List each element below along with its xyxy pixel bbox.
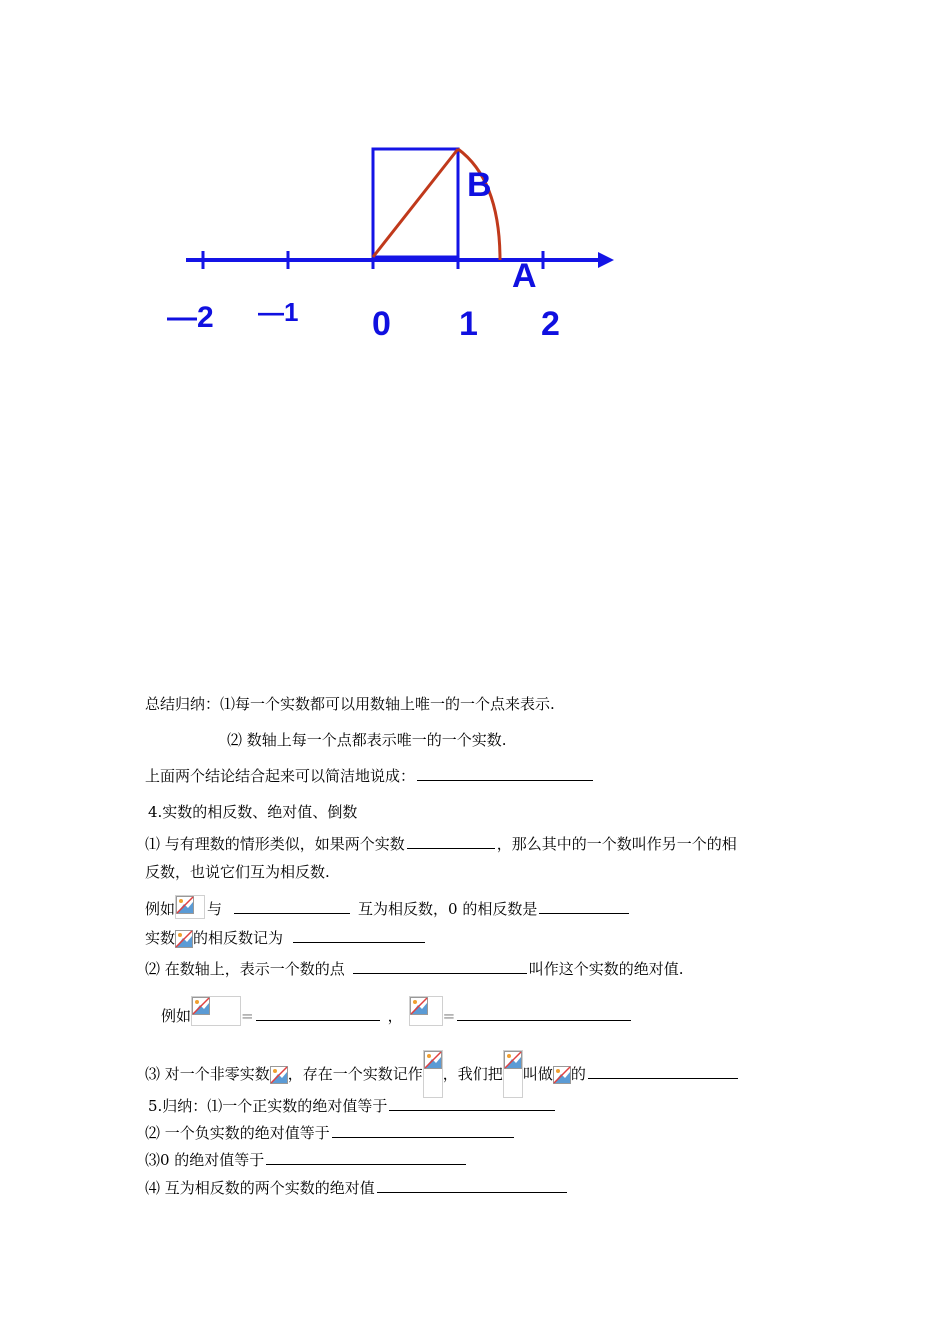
picture-icon xyxy=(270,1066,288,1084)
example-text-a: 例如 xyxy=(145,900,176,918)
answer-blank[interactable] xyxy=(332,1123,514,1138)
equals-sign: = xyxy=(241,1007,254,1025)
equals-sign: = xyxy=(442,1007,456,1025)
real-number-text: 实数 xyxy=(145,929,176,947)
reciprocal-text-e: 的 xyxy=(570,1065,586,1083)
picture-icon xyxy=(192,997,210,1015)
example-text-b: 与 xyxy=(207,900,223,918)
point-b-label: B xyxy=(467,166,492,204)
opposite-text-1a: ⑴ 与有理数的情形类似，如果两个实数 xyxy=(145,835,405,853)
example-line-1 xyxy=(145,895,631,919)
tick-label-0: 0 xyxy=(372,305,391,343)
summary-5-line-2 xyxy=(145,1123,516,1143)
absolute-line-1 xyxy=(145,959,684,979)
summary-5-text-1: 5.归纳：⑴一个正实数的绝对值等于 xyxy=(148,1097,388,1115)
absolute-text-b: 叫作这个实数的绝对值. xyxy=(528,960,684,978)
example-line-2 xyxy=(145,928,427,948)
answer-blank[interactable] xyxy=(389,1096,555,1111)
summary-line-1 xyxy=(145,694,555,714)
opposite-text-2: 反数，也说它们互为相反数. xyxy=(145,863,330,881)
answer-blank[interactable] xyxy=(266,1150,466,1165)
tick-label-neg-2: —2 xyxy=(167,301,214,334)
section-4-text: 4.实数的相反数、绝对值、倒数 xyxy=(148,803,358,821)
absolute-example-text: 例如 xyxy=(161,1007,192,1025)
reciprocal-text-c: ，我们把 xyxy=(442,1065,503,1083)
example-text-c: 互为相反数，0 的相反数是 xyxy=(358,900,538,918)
summary-5-text-4: ⑷ 互为相反数的两个实数的绝对值 xyxy=(145,1179,375,1197)
opposite-notation-text: 的相反数记为 xyxy=(193,929,284,947)
summary-5-text-3: ⑶0 的绝对值等于 xyxy=(145,1151,265,1169)
summary-5-line-4 xyxy=(145,1178,569,1198)
image-placeholder xyxy=(423,1050,443,1098)
image-placeholder xyxy=(175,930,193,948)
axis-arrow xyxy=(598,252,614,268)
answer-blank[interactable] xyxy=(377,1178,567,1193)
picture-icon xyxy=(553,1066,571,1084)
answer-blank[interactable] xyxy=(417,766,593,781)
absolute-example-line xyxy=(161,996,633,1026)
image-placeholder xyxy=(175,895,205,919)
summary-text-2: ⑵ 数轴上每一个点都表示唯一的一个实数. xyxy=(227,731,507,749)
opposite-line-2 xyxy=(145,862,330,882)
opposite-line-1 xyxy=(145,834,737,854)
picture-icon xyxy=(424,1051,442,1069)
summary-5-text-2: ⑵ 一个负实数的绝对值等于 xyxy=(145,1124,330,1142)
image-placeholder xyxy=(503,1050,523,1098)
answer-blank[interactable] xyxy=(256,1006,380,1021)
reciprocal-text-d: 叫做 xyxy=(522,1065,553,1083)
summary-text-3: 上面两个结论结合起来可以简洁地说成： xyxy=(145,767,416,785)
summary-5-line-3 xyxy=(145,1150,468,1170)
square-diagonal xyxy=(373,149,458,257)
answer-blank[interactable] xyxy=(407,834,495,849)
summary-line-2 xyxy=(227,730,507,750)
image-placeholder xyxy=(270,1066,288,1084)
comma: ， xyxy=(387,1007,403,1025)
tick-label-1: 1 xyxy=(459,305,478,343)
tick-label-neg-1: —1 xyxy=(258,297,299,327)
image-placeholder xyxy=(409,996,443,1026)
image-placeholder xyxy=(553,1066,571,1084)
point-a-label: A xyxy=(512,257,537,295)
answer-blank[interactable] xyxy=(539,899,629,914)
reciprocal-text-b: ，存在一个实数记作 xyxy=(287,1065,423,1083)
picture-icon xyxy=(175,930,193,948)
picture-icon xyxy=(410,997,428,1015)
answer-blank[interactable] xyxy=(234,899,350,914)
picture-icon xyxy=(176,896,194,914)
summary-line-3 xyxy=(145,766,595,786)
section-4-title xyxy=(148,802,357,822)
image-placeholder xyxy=(191,996,241,1026)
reciprocal-line xyxy=(145,1050,740,1084)
summary-5-line-1 xyxy=(148,1096,557,1116)
answer-blank[interactable] xyxy=(293,928,425,943)
reciprocal-text-a: ⑶ 对一个非零实数 xyxy=(145,1065,270,1083)
picture-icon xyxy=(504,1051,522,1069)
answer-blank[interactable] xyxy=(588,1064,738,1079)
answer-blank[interactable] xyxy=(353,959,527,974)
summary-text-1: 总结归纳：⑴每一个实数都可以用数轴上唯一的一个点来表示. xyxy=(145,695,555,713)
opposite-text-1b: ，那么其中的一个数叫作另一个的相 xyxy=(496,835,737,853)
tick-label-2: 2 xyxy=(541,305,560,343)
answer-blank[interactable] xyxy=(457,1006,631,1021)
absolute-text-a: ⑵ 在数轴上，表示一个数的点 xyxy=(145,960,345,978)
